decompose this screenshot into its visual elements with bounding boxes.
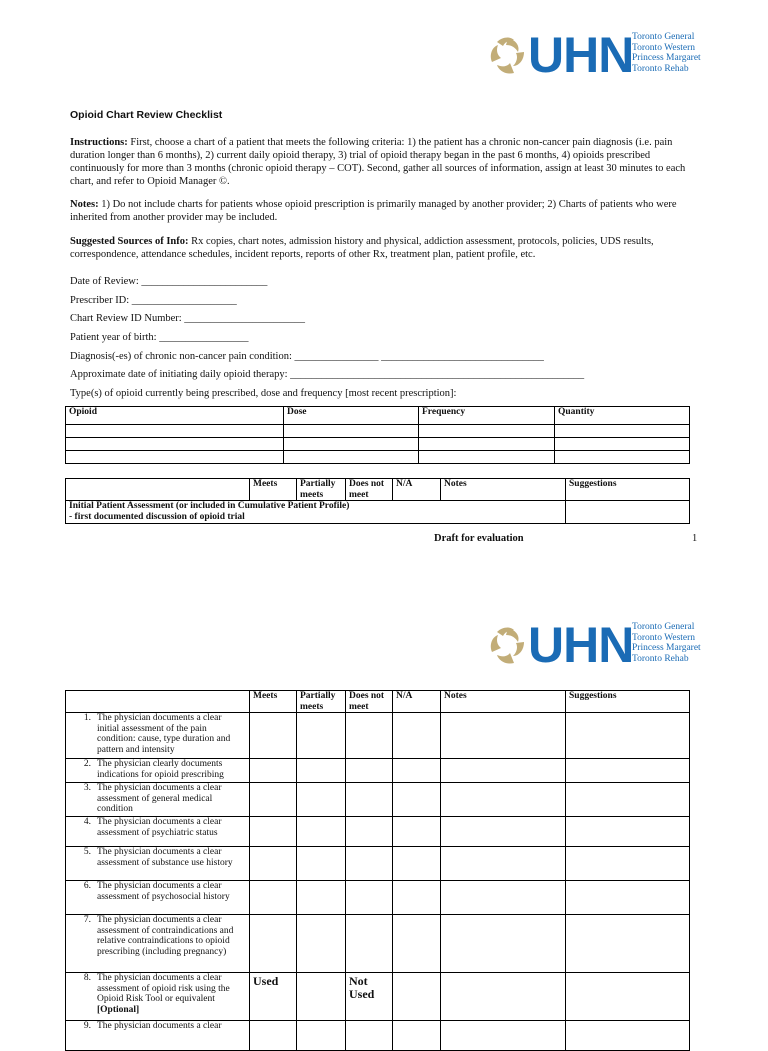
partially-meets-cell[interactable] bbox=[297, 847, 346, 881]
item-number: 8. bbox=[83, 973, 91, 983]
does-not-meet-cell[interactable] bbox=[346, 973, 393, 1021]
site-name: Toronto Western bbox=[632, 42, 696, 53]
page-number: 1 bbox=[692, 533, 698, 544]
opioid-header: Opioid bbox=[66, 407, 284, 425]
item-description bbox=[66, 817, 250, 847]
uhn-logo bbox=[488, 27, 703, 83]
na-cell[interactable] bbox=[393, 915, 441, 973]
table-cell[interactable] bbox=[419, 438, 555, 451]
uhn-swirl-icon bbox=[488, 36, 528, 76]
quantity-header: Quantity bbox=[555, 407, 690, 425]
sources-text: Rx copies, chart notes, admission history and physical, addiction assessment, protocols, policies, UDS results, correspondence, attendance schedules, incident reports, reports of other Rx, treatment plan, patient profile, etc. bbox=[70, 236, 654, 260]
na-cell[interactable] bbox=[393, 847, 441, 881]
partially-meets-cell[interactable] bbox=[297, 759, 346, 783]
does-not-meet-header: Does not meet bbox=[346, 691, 393, 713]
used-option: Used bbox=[253, 974, 279, 988]
site-name: Toronto Rehab bbox=[632, 653, 689, 664]
notes-header: Notes bbox=[441, 479, 566, 501]
item-description bbox=[66, 973, 250, 1021]
item-number: 5. bbox=[83, 847, 91, 857]
checklist-item-row bbox=[66, 713, 690, 759]
checklist-table-page2 bbox=[65, 690, 690, 1051]
item-number: 9. bbox=[83, 1021, 91, 1031]
checklist-table-page1 bbox=[65, 478, 690, 524]
meets-header: Meets bbox=[250, 691, 297, 713]
table-header-row bbox=[66, 691, 690, 713]
meets-cell[interactable] bbox=[250, 759, 297, 783]
item-description bbox=[66, 915, 250, 973]
suggestions-cell[interactable] bbox=[566, 817, 690, 847]
partially-meets-cell[interactable] bbox=[297, 1021, 346, 1051]
partially-meets-cell[interactable] bbox=[297, 973, 346, 1021]
table-cell[interactable] bbox=[66, 425, 284, 438]
does-not-meet-cell[interactable] bbox=[346, 783, 393, 817]
instructions-label: Instructions: bbox=[70, 137, 128, 148]
checklist-item-row bbox=[66, 847, 690, 881]
table-cell[interactable] bbox=[284, 425, 419, 438]
sources-paragraph bbox=[70, 235, 700, 261]
uhn-swirl-icon bbox=[488, 626, 528, 666]
optional-tag: [Optional] bbox=[97, 1004, 140, 1015]
notes-cell[interactable] bbox=[441, 847, 566, 881]
does-not-meet-header: Does not meet bbox=[346, 479, 393, 501]
notes-label: Notes: bbox=[70, 199, 99, 210]
does-not-meet-cell[interactable] bbox=[346, 915, 393, 973]
item-text: The physician clearly documents indications for opioid prescribing bbox=[97, 759, 224, 780]
checklist-item-row bbox=[66, 759, 690, 783]
item-text: The physician documents a clear assessment of contraindications and relative contraindications to opioid prescribing (including pregnancy) bbox=[97, 915, 234, 957]
diagnosis-field[interactable]: Diagnosis(-es) of chronic non-cancer pain condition: ________________ _______________________________ bbox=[70, 351, 544, 362]
table-cell[interactable] bbox=[66, 438, 284, 451]
suggestions-cell[interactable] bbox=[566, 881, 690, 915]
item-description bbox=[66, 759, 250, 783]
checklist-item-row bbox=[66, 915, 690, 973]
table-cell[interactable] bbox=[566, 501, 690, 524]
uhn-logo bbox=[488, 617, 703, 673]
na-cell[interactable] bbox=[393, 1021, 441, 1051]
item-number: 4. bbox=[83, 817, 91, 827]
instructions-text: First, choose a chart of a patient that meets the following criteria: 1) the patient has a chronic non-cancer pain diagnosis (i.e. pain duration longer than 6 months), 2) current daily opioid therapy, 3) trial of opioid therapy began in the past 6 months, 4) opioids prescribed continuously for more than 3 months (chronic opioid therapy – COT). Second, gather all sources of information, assign at least 30 minutes to each chart, and refer to Opioid Manager ©. bbox=[70, 137, 686, 187]
item-description bbox=[66, 847, 250, 881]
suggestions-header: Suggestions bbox=[566, 479, 690, 501]
checklist-item-row bbox=[66, 817, 690, 847]
item-number: 2. bbox=[83, 759, 91, 769]
partially-meets-cell[interactable] bbox=[297, 783, 346, 817]
site-name: Toronto Western bbox=[632, 632, 696, 643]
suggestions-cell[interactable] bbox=[566, 847, 690, 881]
item-number: 3. bbox=[83, 783, 91, 793]
table-header-row bbox=[66, 407, 690, 425]
therapy-start-date-field[interactable]: Approximate date of initiating daily opioid therapy: ________________________________________________________ bbox=[70, 369, 585, 380]
logo-text: UHN bbox=[528, 27, 634, 83]
date-of-review-field[interactable]: Date of Review: ________________________ bbox=[70, 276, 268, 287]
table-cell[interactable] bbox=[284, 451, 419, 464]
partially-meets-cell[interactable] bbox=[297, 817, 346, 847]
does-not-meet-cell[interactable] bbox=[346, 759, 393, 783]
notes-cell[interactable] bbox=[441, 817, 566, 847]
notes-cell[interactable] bbox=[441, 783, 566, 817]
table-cell[interactable] bbox=[419, 451, 555, 464]
table-cell[interactable] bbox=[555, 438, 690, 451]
frequency-header: Frequency bbox=[419, 407, 555, 425]
meets-cell[interactable] bbox=[250, 817, 297, 847]
meets-cell[interactable] bbox=[250, 847, 297, 881]
notes-cell[interactable] bbox=[441, 881, 566, 915]
meets-cell[interactable] bbox=[250, 1021, 297, 1051]
suggestions-header: Suggestions bbox=[566, 691, 690, 713]
item-description bbox=[66, 1021, 250, 1051]
na-cell[interactable] bbox=[393, 783, 441, 817]
item-number: 6. bbox=[83, 881, 91, 891]
item-description bbox=[66, 783, 250, 817]
meets-cell[interactable] bbox=[250, 783, 297, 817]
does-not-meet-cell[interactable] bbox=[346, 713, 393, 759]
checklist-item-row bbox=[66, 783, 690, 817]
sources-label: Suggested Sources of Info: bbox=[70, 236, 189, 247]
site-name: Toronto Rehab bbox=[632, 63, 689, 74]
does-not-meet-cell[interactable] bbox=[346, 881, 393, 915]
na-header: N/A bbox=[393, 691, 441, 713]
does-not-meet-cell[interactable] bbox=[346, 817, 393, 847]
partially-meets-cell[interactable] bbox=[297, 915, 346, 973]
site-name: Princess Margaret bbox=[632, 643, 701, 653]
table-row[interactable] bbox=[66, 425, 690, 438]
suggestions-cell[interactable] bbox=[566, 915, 690, 973]
notes-cell[interactable] bbox=[441, 759, 566, 783]
na-header: N/A bbox=[393, 479, 441, 501]
meets-cell[interactable] bbox=[250, 713, 297, 759]
section-heading bbox=[66, 501, 566, 524]
blank-header bbox=[66, 691, 250, 713]
item-text: The physician documents a clear assessment of general medical condition bbox=[97, 783, 222, 814]
table-cell[interactable] bbox=[419, 425, 555, 438]
notes-paragraph bbox=[70, 198, 700, 224]
item-text: The physician documents a clear assessment of substance use history bbox=[97, 847, 233, 868]
item-number: 7. bbox=[83, 915, 91, 925]
table-cell[interactable] bbox=[555, 425, 690, 438]
meets-header: Meets bbox=[250, 479, 297, 501]
suggestions-cell[interactable] bbox=[566, 973, 690, 1021]
not-used-option: Not Used bbox=[349, 974, 375, 1001]
checklist-item-row bbox=[66, 881, 690, 915]
na-cell[interactable] bbox=[393, 881, 441, 915]
item-description bbox=[66, 713, 250, 759]
blank-header bbox=[66, 479, 250, 501]
item-text: The physician documents a clear bbox=[97, 1021, 222, 1031]
notes-text: 1) Do not include charts for patients whose opioid prescription is primarily managed by another provider; 2) Charts of patients who were inherited from another provider may be included. bbox=[70, 199, 677, 223]
table-row[interactable] bbox=[66, 451, 690, 464]
partially-meets-cell[interactable] bbox=[297, 713, 346, 759]
item-text: The physician documents a clear assessment of opioid risk using the Opioid Risk Tool or equivalent bbox=[97, 973, 230, 1004]
section-row bbox=[66, 501, 690, 524]
suggestions-cell[interactable] bbox=[566, 759, 690, 783]
item-description bbox=[66, 881, 250, 915]
na-cell[interactable] bbox=[393, 973, 441, 1021]
table-cell[interactable] bbox=[284, 438, 419, 451]
logo-sites bbox=[632, 32, 701, 74]
na-cell[interactable] bbox=[393, 713, 441, 759]
meets-cell[interactable] bbox=[250, 881, 297, 915]
site-name: Toronto General bbox=[632, 32, 695, 42]
notes-cell[interactable] bbox=[441, 713, 566, 759]
item-text: The physician documents a clear initial assessment of the pain condition: cause, type duration and pattern and intensity bbox=[97, 713, 231, 755]
notes-cell[interactable] bbox=[441, 973, 566, 1021]
partially-meets-cell[interactable] bbox=[297, 881, 346, 915]
meets-cell[interactable] bbox=[250, 915, 297, 973]
na-cell[interactable] bbox=[393, 817, 441, 847]
notes-cell[interactable] bbox=[441, 1021, 566, 1051]
notes-cell[interactable] bbox=[441, 915, 566, 973]
logo-text: UHN bbox=[528, 617, 634, 673]
dose-header: Dose bbox=[284, 407, 419, 425]
page-title: Opioid Chart Review Checklist bbox=[70, 109, 223, 121]
section-subtitle: - first documented discussion of opioid trial bbox=[69, 511, 245, 522]
opioid-table bbox=[65, 406, 690, 464]
meets-cell[interactable] bbox=[250, 973, 297, 1021]
section-title: Initial Patient Assessment (or included in Cumulative Patient Profile) bbox=[69, 501, 350, 511]
instructions-paragraph bbox=[70, 136, 700, 188]
does-not-meet-cell[interactable] bbox=[346, 1021, 393, 1051]
chart-review-id-field[interactable]: Chart Review ID Number: _______________________ bbox=[70, 313, 306, 324]
item-number: 1. bbox=[83, 713, 91, 723]
checklist-item-row bbox=[66, 973, 690, 1021]
table-row[interactable] bbox=[66, 438, 690, 451]
footer-text: Draft for evaluation bbox=[434, 533, 524, 544]
checklist-item-row bbox=[66, 1021, 690, 1051]
table-cell[interactable] bbox=[555, 451, 690, 464]
table-cell[interactable] bbox=[66, 451, 284, 464]
partially-meets-header: Partially meets bbox=[297, 479, 346, 501]
suggestions-cell[interactable] bbox=[566, 783, 690, 817]
opioid-type-label: Type(s) of opioid currently being prescribed, dose and frequency [most recent prescription]: bbox=[70, 388, 457, 399]
item-text: The physician documents a clear assessment of psychiatric status bbox=[97, 817, 222, 838]
table-header-row bbox=[66, 479, 690, 501]
notes-header: Notes bbox=[441, 691, 566, 713]
partially-meets-header: Partially meets bbox=[297, 691, 346, 713]
logo-sites bbox=[632, 622, 701, 664]
patient-birth-year-field[interactable]: Patient year of birth: _________________ bbox=[70, 332, 249, 343]
suggestions-cell[interactable] bbox=[566, 1021, 690, 1051]
suggestions-cell[interactable] bbox=[566, 713, 690, 759]
does-not-meet-cell[interactable] bbox=[346, 847, 393, 881]
site-name: Toronto General bbox=[632, 622, 695, 632]
na-cell[interactable] bbox=[393, 759, 441, 783]
item-text: The physician documents a clear assessment of psychosocial history bbox=[97, 881, 230, 902]
site-name: Princess Margaret bbox=[632, 53, 701, 63]
prescriber-id-field[interactable]: Prescriber ID: ____________________ bbox=[70, 295, 237, 306]
